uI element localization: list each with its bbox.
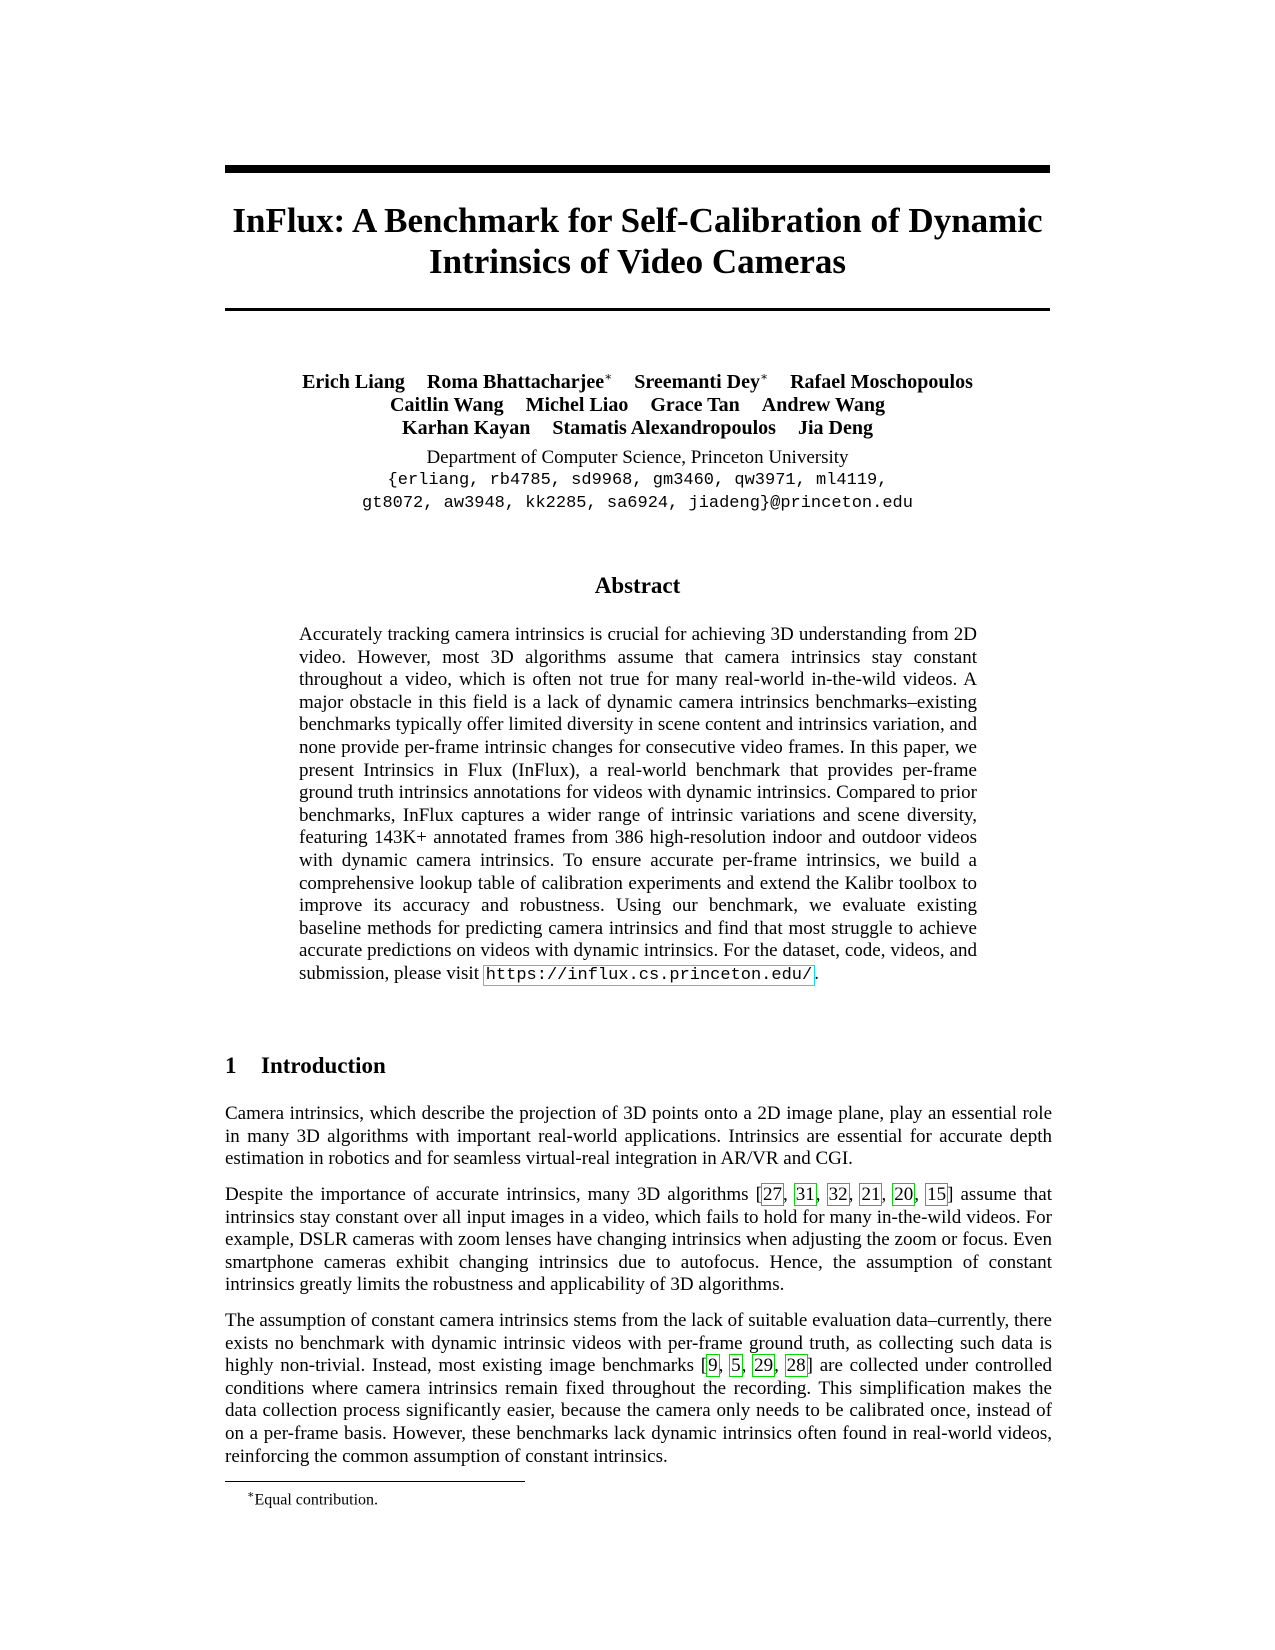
footnote-rule (225, 1481, 525, 1482)
section-number: 1 (225, 1053, 237, 1078)
abstract-heading: Abstract (594, 573, 681, 598)
section-heading-introduction (225, 1052, 1050, 1080)
citation-link[interactable]: 31 (795, 1184, 815, 1205)
paragraph-text: ] assume that intrinsics stay constant over all input images in a video, which fails to hold for many in-the-wild videos. For example, DSLR cameras with zoom lenses have changing intrinsics when adjusting the zoom or focus. Even smartphone cameras exhibit changing intrinsics due to autofocus. Hence, the assumption of constant intrinsics greatly limits the robustness and applicability of 3D algorithms. (225, 1184, 1052, 1296)
section-title: Introduction (261, 1053, 386, 1078)
citation-link[interactable]: 5 (731, 1355, 741, 1377)
author-line-2 (200, 394, 1075, 417)
intro-paragraph-3: The assumption of constant camera intrinsics stems from the lack of suitable evaluation data–currently, there exists no benchmark with dynamic intrinsic videos with per-frame ground truth, as collecting such data is highly non-trivial. Instead, most existing image benchmarks [9, 5, 29, 28] are collected under controlled conditions where camera intrinsics remain fixed throughout the recording. This simplification makes the data collection process significantly easier, because the camera only needs to be calibrated once, instead of on a per-frame basis. However, these benchmarks lack dynamic intrinsics often found in real-world videos, reinforcing the common assumption of constant intrinsics. (225, 1310, 1053, 1467)
email-line-2: gt8072, aw3948, kk2285, sa6924, jiadeng}@princeton.edu (362, 494, 913, 513)
citation-link[interactable]: 28 (786, 1355, 806, 1377)
footnote (247, 1485, 378, 1510)
author-line-1 (200, 365, 1075, 394)
author-name-equal: Sreemanti Dey∗ (634, 369, 769, 393)
paragraph-text: ] are collected under controlled conditions where camera intrinsics remain fixed throughout the recording. This simplification makes the data collection process significantly easier, because the camera only needs to be calibrated once, instead of on a per-frame basis. However, these benchmarks lack dynamic intrinsics often found in real-world videos, reinforcing the common assumption of constant intrinsics. (225, 1355, 1053, 1467)
citation-link[interactable]: 20 (894, 1184, 914, 1205)
paper-title (200, 200, 1075, 282)
citation-link[interactable]: 9 (708, 1355, 718, 1377)
author-name: Karhan Kayan (402, 416, 531, 439)
footnote-mark: ∗ (247, 1489, 255, 1501)
author-emails (200, 469, 1075, 515)
title-bottom-rule (225, 308, 1050, 311)
author-name: Caitlin Wang (390, 393, 504, 416)
author-name: Jia Deng (797, 416, 873, 439)
footnote-text: Equal contribution. (254, 1491, 379, 1509)
affiliation: Department of Computer Science, Princeton University (426, 447, 849, 468)
abstract-body (299, 624, 977, 988)
author-name-equal: Roma Bhattacharjee∗ (426, 369, 613, 393)
project-url-link[interactable]: https://influx.cs.princeton.edu/ (485, 965, 813, 985)
intro-paragraph-2: Despite the importance of accurate intrinsics, many 3D algorithms [27, 31, 32, 21, 20, 15] assume that intrinsics stay constant over all input images in a video, which fails to hold for many in-the-wild videos. For example, DSLR cameras with zoom lenses have changing intrinsics when adjusting the zoom or focus. Even smartphone cameras exhibit changing intrinsics due to autofocus. Hence, the assumption of constant intrinsics greatly limits the robustness and applicability of 3D algorithms. (225, 1184, 1052, 1296)
email-line-1: {erliang, rb4785, sd9968, gm3460, qw3971, ml4119, (387, 471, 888, 490)
equal-contribution-mark: ∗ (604, 369, 613, 383)
author-name: Rafael Moschopoulos (790, 370, 973, 393)
title-top-rule (225, 165, 1050, 173)
author-line-3 (200, 417, 1075, 440)
abstract-end: . (814, 962, 819, 984)
title-line-1: InFlux: A Benchmark for Self-Calibration of Dynamic (232, 201, 1043, 240)
citation-link[interactable]: 21 (861, 1184, 881, 1205)
author-name: Erich Liang (302, 370, 405, 393)
paragraph-text: The assumption of constant camera intrinsics stems from the lack of suitable evaluation data–currently, there exists no benchmark with dynamic intrinsic videos with per-frame ground truth, as collecting such data is highly non-trivial. Instead, most existing image benchmarks [ (225, 1310, 1052, 1377)
equal-contribution-mark: ∗ (759, 369, 769, 383)
author-name: Michel Liao (525, 393, 629, 416)
citation-link[interactable]: 29 (754, 1355, 774, 1377)
author-list (200, 365, 1075, 440)
citation-link[interactable]: 15 (927, 1184, 947, 1205)
author-name: Andrew Wang (761, 393, 885, 416)
citation-link[interactable]: 27 (762, 1184, 782, 1205)
author-name: Stamatis Alexandropoulos (552, 416, 776, 439)
abstract-text: Accurately tracking camera intrinsics is crucial for achieving 3D understanding from 2D video. However, most 3D algorithms assume that camera intrinsics stay constant throughout a video, which is often not true for many real-world in-the-wild videos. A major obstacle in this field is a lack of dynamic camera intrinsics benchmarks–existing benchmarks typically offer limited diversity in scene content and intrinsics variation, and none provide per-frame intrinsic changes for consecutive video frames. In this paper, we present Intrinsics in Flux (InFlux), a real-world benchmark that provides per-frame ground truth intrinsics annotations for videos with dynamic intrinsics. Compared to prior benchmarks, InFlux captures a wider range of intrinsic variations and scene diversity, featuring 143K+ annotated frames from 386 high-resolution indoor and outdoor videos with dynamic camera intrinsics. To ensure accurate per-frame intrinsics, we build a comprehensive lookup table of calibration experiments and extend the Kalibr toolbox to improve its accuracy and robustness. Using our benchmark, we evaluate existing baseline methods for predicting camera intrinsics and find that most struggle to achieve accurate predictions on videos with dynamic intrinsics. For the dataset, code, videos, and submission, please visit (299, 624, 977, 984)
intro-paragraph-1: Camera intrinsics, which describe the projection of 3D points onto a 2D image plane, play an essential role in many 3D algorithms with important real-world applications. Intrinsics are essential for accurate depth estimation in robotics and for seamless virtual-real integration in AR/VR and CGI. (225, 1103, 1052, 1170)
author-name: Grace Tan (650, 393, 740, 416)
title-line-2: Intrinsics of Video Cameras (428, 242, 847, 281)
citation-link[interactable]: 32 (828, 1184, 848, 1205)
paragraph-text: Despite the importance of accurate intrinsics, many 3D algorithms [ (225, 1184, 762, 1205)
